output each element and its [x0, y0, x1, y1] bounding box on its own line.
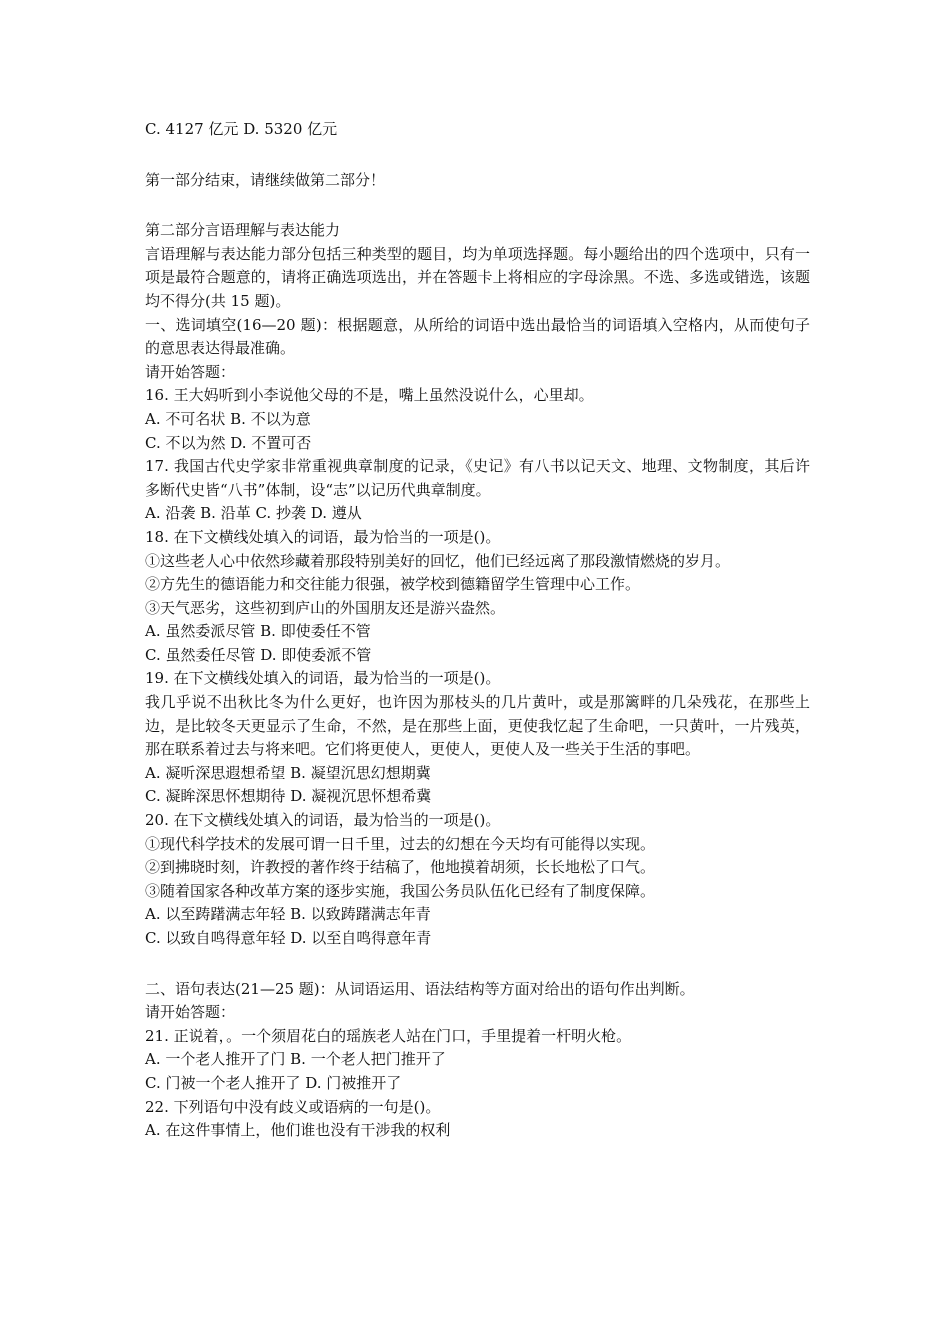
question-20: 20. 在下文横线处填入的词语，最为恰当的一项是()。	[145, 811, 501, 830]
question-19-passage: 我几乎说不出秋比冬为什么更好，也许因为那枝头的几片黄叶，或是那篱畔的几朵残花，在那些上边，是比较冬天更显示了生命，不然，是在那些上面，更使我忆起了生命吧，一只黄叶，一片残英，那在联系着过去与将来吧。它们将更使人，更使人，更使人及一些关于生活的事吧。	[145, 693, 810, 759]
question-20-options-cd: C. 以致自鸣得意年轻 D. 以至自鸣得意年青	[145, 929, 432, 947]
question-22-option-a: A. 在这件事情上，他们谁也没有干涉我的权利	[145, 1121, 451, 1140]
question-18-options-cd: C. 虽然委任尽管 D. 即使委派不管	[145, 645, 372, 664]
part-one-end-notice: 第一部分结束，请继续做第二部分！	[145, 170, 386, 189]
question-20-sentence-2: ②到拂晓时刻，许教授的著作终于结稿了，他地摸着胡须，长长地松了口气。	[145, 858, 656, 877]
question-19-options-ab: A. 凝听深思遐想希望 B. 凝望沉思幻想期冀	[145, 763, 431, 782]
question-16-options-cd: C. 不以为然 D. 不置可否	[145, 433, 312, 452]
section-two-instructions: 二、语句表达(21—25 题)：从词语运用、语法结构等方面对给出的语句作出判断。	[145, 979, 695, 998]
question-20-sentence-1: ①现代科学技术的发展可谓一日千里，过去的幻想在今天均有可能得以实现。	[145, 834, 656, 853]
question-18-sentence-3: ③天气恶劣，这些初到庐山的外国朋友还是游兴盎然。	[145, 598, 506, 617]
question-18-options-ab: A. 虽然委派尽管 B. 即使委任不管	[145, 622, 371, 641]
question-20-options-ab: A. 以至踌躇满志年轻 B. 以致踌躇满志年青	[145, 905, 431, 924]
question-22: 22. 下列语句中没有歧义或语病的一句是()。	[145, 1097, 441, 1116]
start-prompt-2: 请开始答题：	[145, 1003, 236, 1022]
question-18: 18. 在下文横线处填入的词语，最为恰当的一项是()。	[145, 527, 501, 546]
question-21-options-ab: A. 一个老人推开了门 B. 一个老人把门推开了	[145, 1050, 446, 1069]
question-19-options-cd: C. 凝眸深思怀想期待 D. 凝视沉思怀想希冀	[145, 787, 432, 806]
start-prompt: 请开始答题：	[145, 362, 236, 381]
question-21-options-cd: C. 门被一个老人推开了 D. 门被推开了	[145, 1073, 402, 1092]
question-20-sentence-3: ③随着国家各种改革方案的逐步实施，我国公务员队伍化已经有了制度保障。	[145, 881, 656, 900]
blank-line	[145, 192, 810, 219]
question-18-sentence-1: ①这些老人心中依然珍藏着那段特别美好的回忆，他们已经远离了那段激情燃烧的岁月。	[145, 551, 731, 570]
previous-question-options: C. 4127 亿元 D. 5320 亿元	[145, 120, 338, 138]
question-16-options-ab: A. 不可名状 B. 不以为意	[145, 409, 311, 428]
question-16: 16. 王大妈听到小李说他父母的不是，嘴上虽然没说什么，心里却。	[145, 386, 594, 405]
question-18-sentence-2: ②方先生的德语能力和交往能力很强，被学校到德籍留学生管理中心工作。	[145, 575, 641, 594]
question-17: 17. 我国古代史学家非常重视典章制度的记录，《史记》有八书以记天文、地理、文物制度，其后许多断代史皆“八书”体制，设“志”以记历代典章制度。	[145, 457, 810, 499]
question-17-options: A. 沿袭 B. 沿革 C. 抄袭 D. 遵从	[145, 504, 362, 523]
section-one-instructions: 一、选词填空(16—20 题)：根据题意，从所给的词语中选出最恰当的词语填入空格内，从而使句子的意思表达得最准确。	[145, 315, 810, 358]
blank-line	[145, 951, 810, 978]
part-two-heading: 第二部分言语理解与表达能力	[145, 221, 341, 240]
question-19: 19. 在下文横线处填入的词语，最为恰当的一项是()。	[145, 669, 501, 688]
part-two-instructions: 言语理解与表达能力部分包括三种类型的题目，均为单项选择题。每小题给出的四个选项中，只有一项是最符合题意的，请将正确选项选出，并在答题卡上将相应的字母涂黑。不选、多选或错选，该题均不得分(共 15 题)。	[145, 244, 810, 310]
document-body	[145, 118, 810, 1143]
question-21: 21. 正说着，。一个须眉花白的瑶族老人站在门口，手里提着一杆明火枪。	[145, 1026, 632, 1045]
blank-line	[145, 142, 810, 169]
